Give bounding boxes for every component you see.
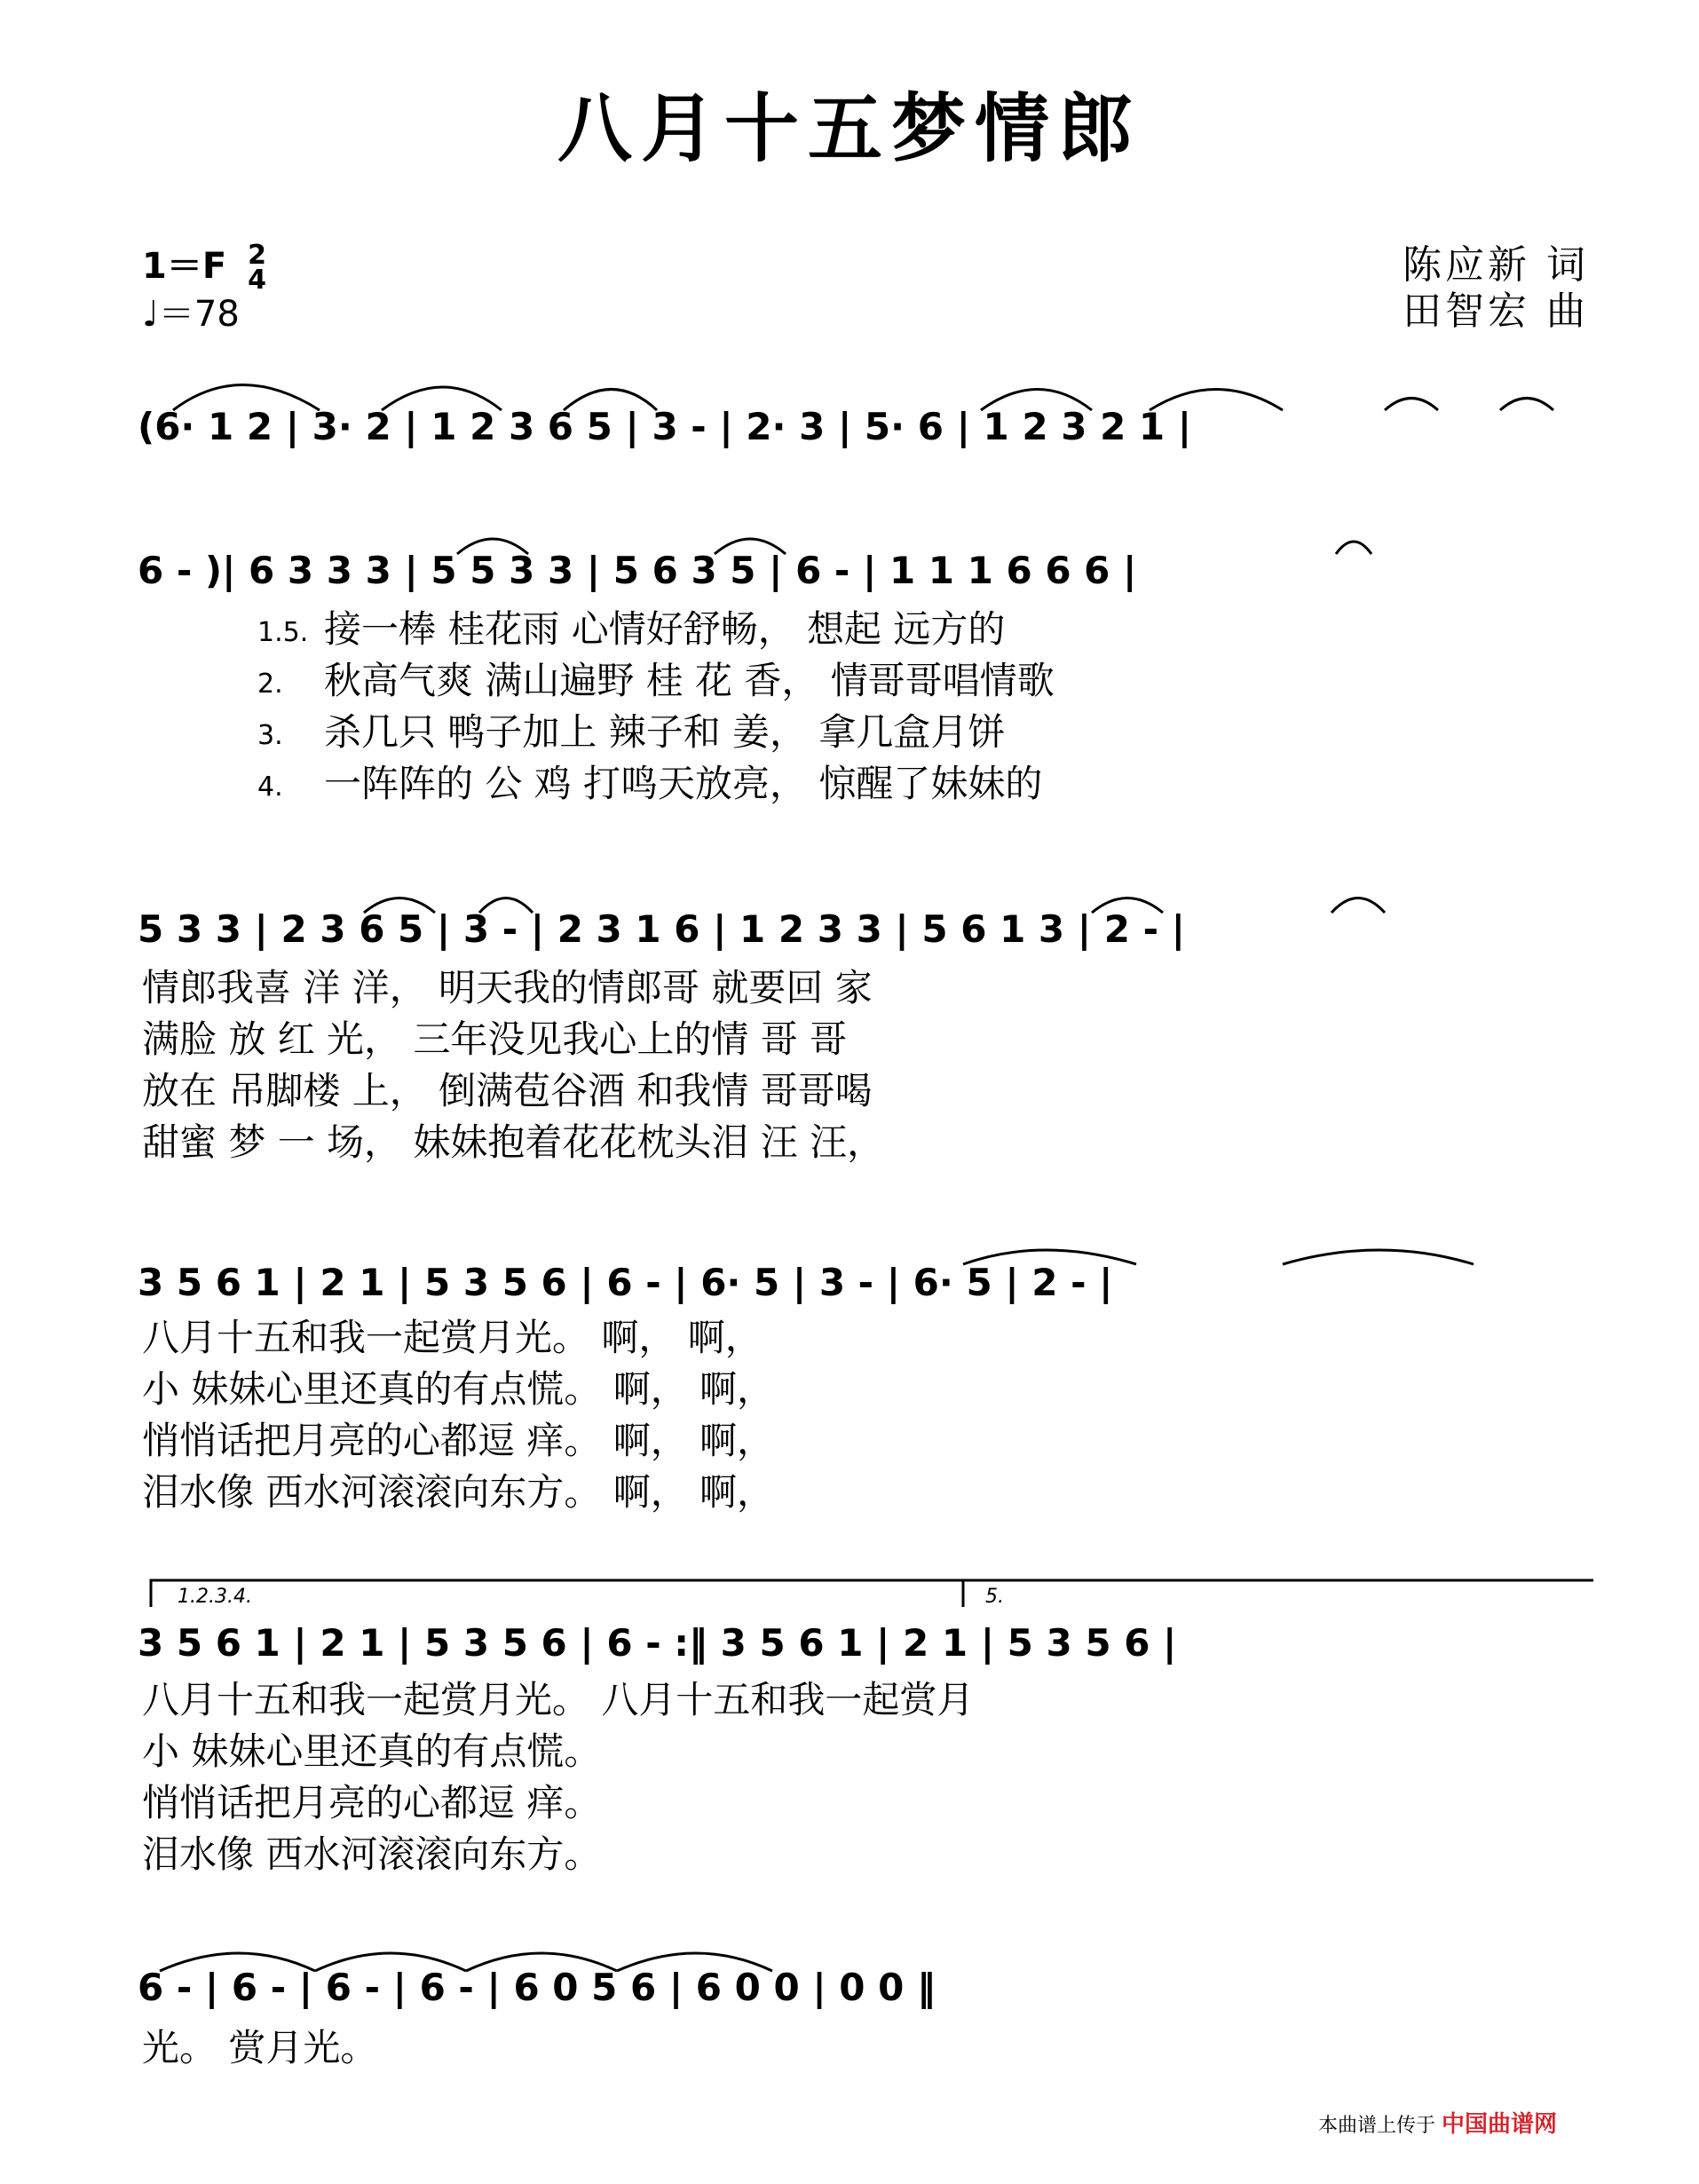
- notation-line: 3 5 6 1 | 2 1 | 5 3 5 6 | 6 - | 6· 5 | 3 - | 6· 5 | 2 - |: [138, 1261, 1113, 1304]
- lyric-line: 光。 赏月光。: [142, 2026, 378, 2069]
- footer-brand[interactable]: 中国曲谱网: [1441, 2111, 1557, 2138]
- verse-number: 3.: [257, 720, 283, 751]
- notation-line: 3 5 6 1 | 2 1 | 5 3 5 6 | 6 - :‖ 3 5 6 1 | 2 1 | 5 3 5 6 |: [138, 1621, 1177, 1665]
- lyricist-credit: 陈应新 词: [1403, 242, 1589, 288]
- time-sig-top: 2: [248, 240, 266, 271]
- lyric-line: 杀几只 鸭子加上 辣子和 姜， 拿几盒月饼: [324, 710, 1006, 754]
- lyric-line: 一阵阵的 公 鸡 打鸣天放亮， 惊醒了妹妹的: [324, 762, 1043, 805]
- verse-number: 1.5.: [257, 617, 309, 648]
- lyric-line: 八月十五和我一起赏月光。 啊， 啊，: [142, 1316, 763, 1359]
- lyric-line: 甜蜜 梦 一 场， 妹妹抱着花花枕头泪 汪 汪，: [142, 1120, 885, 1164]
- key-label: 1＝F: [142, 246, 227, 287]
- notation-line: 6 - | 6 - | 6 - | 6 - | 6 0 5 6 | 6 0 0 | 0 0 ‖: [138, 1966, 936, 2009]
- verse-number: 2.: [257, 669, 283, 700]
- lyric-line: 接一棒 桂花雨 心情好舒畅， 想起 远方的: [324, 607, 1006, 651]
- page-title: 八月十五梦情郎: [557, 84, 1142, 172]
- lyric-line: 八月十五和我一起赏月光。 八月十五和我一起赏月: [142, 1678, 975, 1721]
- lyric-line: 悄悄话把月亮的心都逗 痒。 啊， 啊，: [142, 1419, 775, 1462]
- lyric-line: 小 妹妹心里还真的有点慌。 啊， 啊，: [142, 1367, 775, 1411]
- lyric-line: 放在 吊脚楼 上， 倒满苞谷酒 和我情 哥哥喝: [142, 1069, 873, 1112]
- lyric-line: 悄悄话把月亮的心都逗 痒。: [142, 1781, 602, 1824]
- volta-1-label: 1.2.3.4.: [178, 1586, 252, 1608]
- footer-prefix: 本曲谱上传于: [1317, 2115, 1435, 2137]
- lyric-line: 秋高气爽 满山遍野 桂 花 香， 情哥哥唱情歌: [324, 659, 1055, 702]
- lyric-line: 小 妹妹心里还真的有点慌。: [142, 1729, 602, 1773]
- composer-credit: 田智宏 曲: [1403, 289, 1589, 334]
- lyric-line: 情郎我喜 洋 洋， 明天我的情郎哥 就要回 家: [142, 966, 873, 1009]
- lyric-line: 泪水像 西水河滚滚向东方。: [142, 1832, 602, 1876]
- tempo-marking: ♩＝78: [142, 294, 240, 335]
- verse-number: 4.: [257, 772, 283, 803]
- notation-line: (6· 1 2 | 3· 2 | 1 2 3 6 5 | 3 - | 2· 3 | 5· 6 | 1 2 3 2 1 |: [138, 405, 1192, 448]
- lyric-line: 泪水像 西水河滚滚向东方。 啊， 啊，: [142, 1470, 775, 1514]
- lyric-line: 满脸 放 红 光， 三年没见我心上的情 哥 哥: [142, 1017, 848, 1061]
- notation-line: 5 3 3 | 2 3 6 5 | 3 - | 2 3 1 6 | 1 2 3 3 | 5 6 1 3 | 2 - |: [138, 907, 1185, 951]
- time-sig-bottom: 4: [248, 265, 266, 296]
- footer-credit: [1318, 2106, 1557, 2139]
- volta-2-label: 5.: [985, 1586, 1004, 1608]
- notation-line: 6 - )| 6 3 3 3 | 5 5 3 3 | 5 6 3 5 | 6 - | 1 1 1 6 6 6 |: [138, 549, 1137, 592]
